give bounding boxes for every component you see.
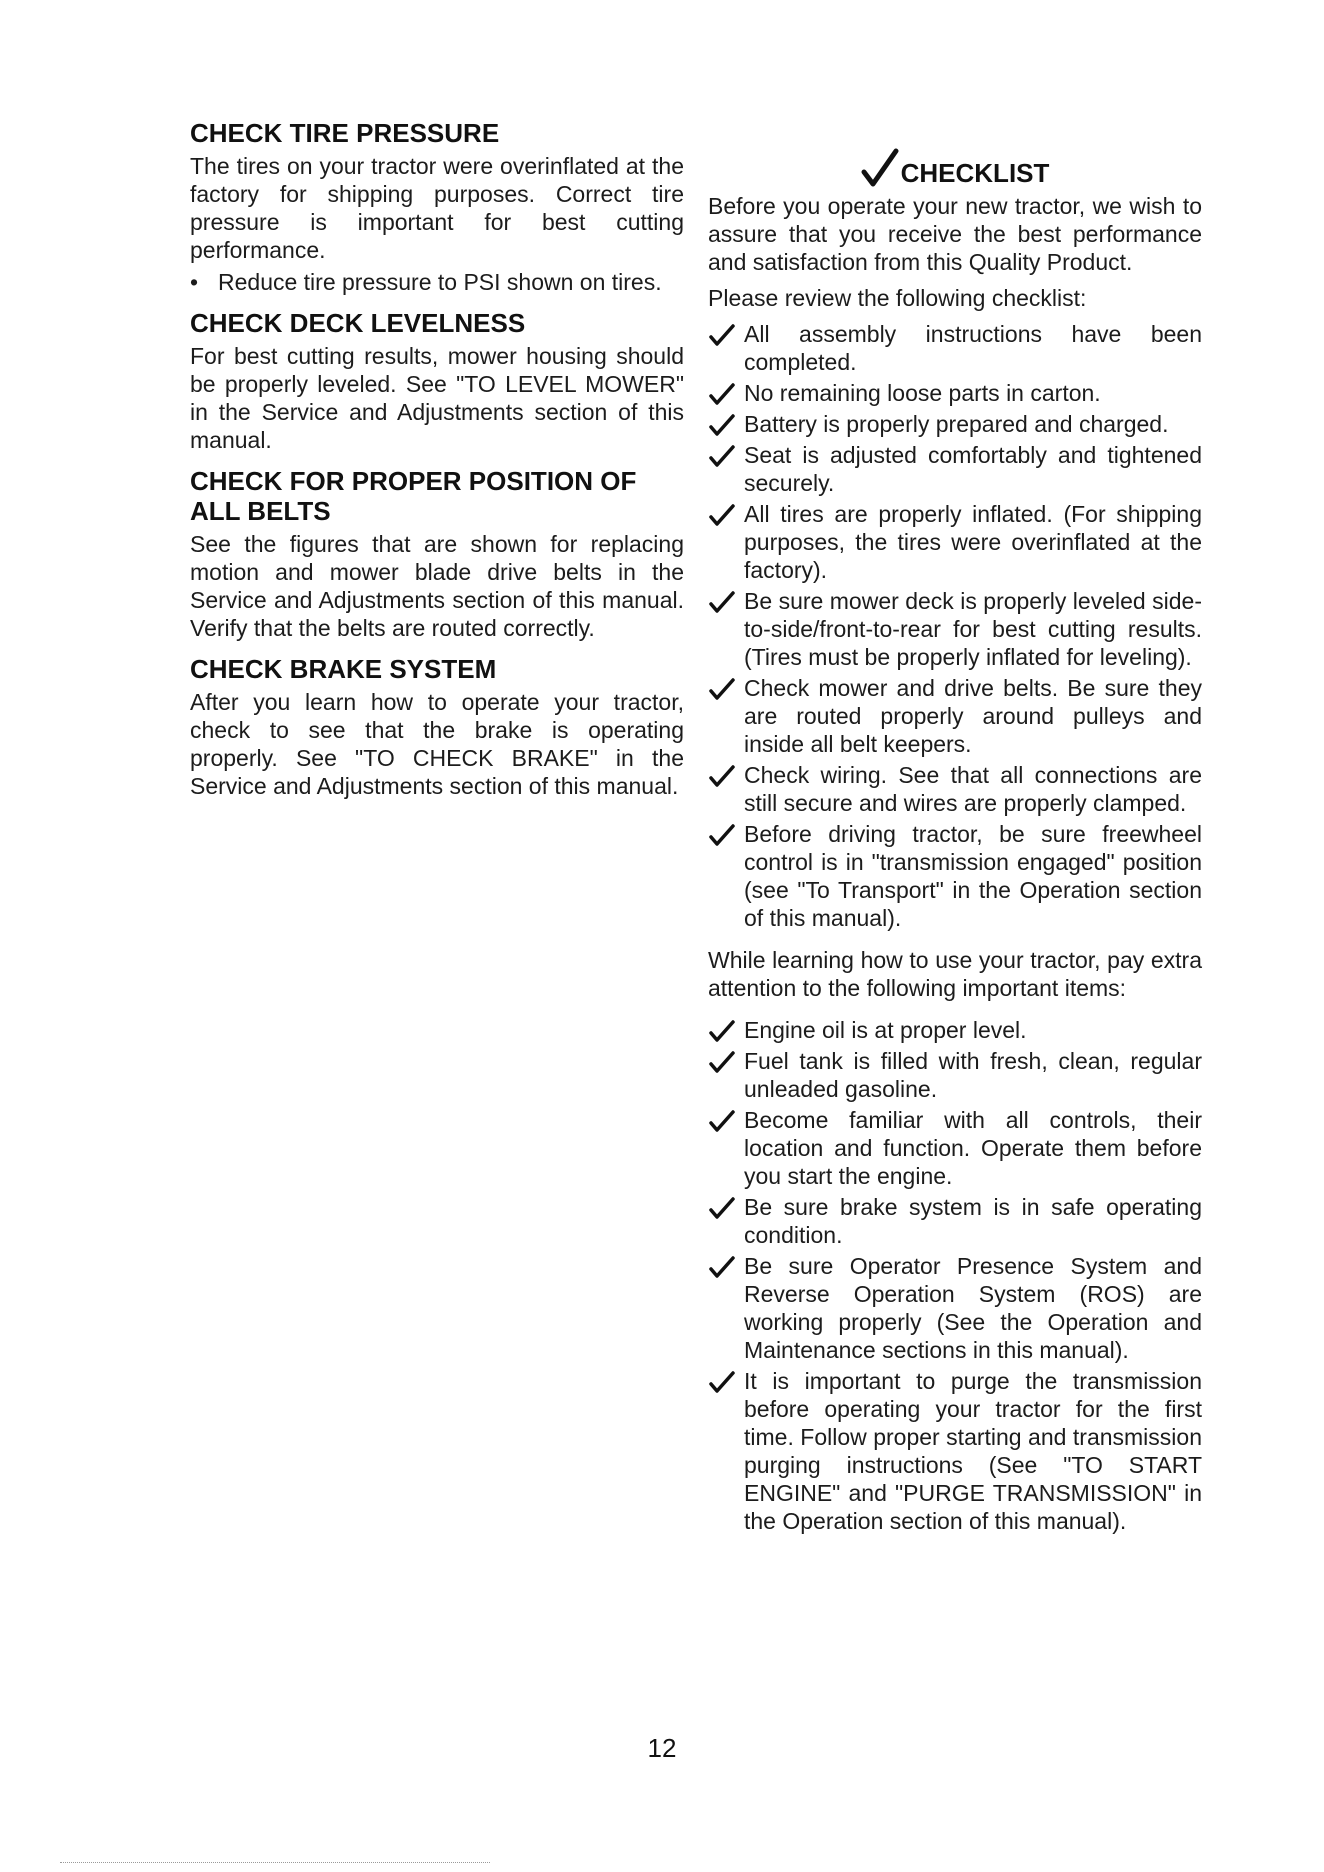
checkmark-icon <box>708 1050 736 1074</box>
bullet-dot-icon: • <box>190 269 199 295</box>
checkmark-icon <box>708 823 736 847</box>
list-item <box>708 1193 1202 1249</box>
section-body: For best cutting results, mower housing should be properly leveled. See "TO LEVEL MOWER" in the Service and Adjustments section of this manual. <box>190 343 684 453</box>
checklist-title-row <box>708 148 1202 188</box>
list-item-text: No remaining loose parts in carton. <box>744 380 1101 406</box>
checklist <box>708 320 1202 932</box>
list-item-text: Check mower and drive belts. Be sure they are routed properly around pulleys and inside all belt keepers. <box>744 675 1202 757</box>
list-item-text: Engine oil is at proper level. <box>744 1017 1027 1043</box>
checkmark-icon <box>861 148 899 188</box>
scan-artifact-line <box>60 1862 490 1863</box>
section-heading: CHECK BRAKE SYSTEM <box>190 654 497 684</box>
left-column <box>190 118 684 812</box>
section-check-brake-system <box>190 654 684 800</box>
checklist-intro: Before you operate your new tractor, we wish to assure that you receive the best performance and satisfaction from this Quality Product. <box>708 193 1202 275</box>
list-item <box>708 587 1202 671</box>
section-check-belts <box>190 466 684 642</box>
checkmark-icon <box>708 677 736 701</box>
list-item <box>708 674 1202 758</box>
list-item <box>708 1016 1202 1044</box>
section-check-tire-pressure <box>190 118 684 296</box>
checkmark-icon <box>708 382 736 406</box>
list-item-text: Before driving tractor, be sure freewheel control is in "transmission engaged" position (see "To Transport" in the Operation section of this manual). <box>744 821 1202 931</box>
list-item <box>708 820 1202 932</box>
section-body: See the figures that are shown for replacing motion and mower blade drive belts in the Service and Adjustments section of this manual. Verify that the belts are routed correctly. <box>190 531 684 641</box>
section-body: The tires on your tractor were overinflated at the factory for shipping purposes. Correct tire pressure is important for best cutting performance. <box>190 153 684 263</box>
checkmark-icon <box>708 1255 736 1279</box>
bullet-item <box>190 268 684 296</box>
list-item <box>708 761 1202 817</box>
checkmark-icon <box>708 764 736 788</box>
list-item-text: All tires are properly inflated. (For shipping purposes, the tires were overinflated at the factory). <box>744 501 1202 583</box>
checkmark-icon <box>708 1370 736 1394</box>
checkmark-icon <box>708 503 736 527</box>
checkmark-icon <box>708 444 736 468</box>
attention-list <box>708 1016 1202 1535</box>
list-item <box>708 1106 1202 1190</box>
list-item-text: Check wiring. See that all connections are still secure and wires are properly clamped. <box>744 762 1202 816</box>
checkmark-icon <box>708 413 736 437</box>
bullet-text: Reduce tire pressure to PSI shown on tires. <box>218 269 662 295</box>
list-item-text: All assembly instructions have been completed. <box>744 321 1202 375</box>
page-number: 12 <box>647 1733 677 1763</box>
section-check-deck-levelness <box>190 308 684 454</box>
checkmark-icon <box>708 1019 736 1043</box>
list-item <box>708 441 1202 497</box>
checklist-title: CHECKLIST <box>900 158 1050 188</box>
review-prompt: Please review the following checklist: <box>708 285 1087 311</box>
list-item <box>708 1047 1202 1103</box>
list-item <box>708 379 1202 407</box>
list-item <box>708 1367 1202 1535</box>
right-column <box>708 118 1202 1538</box>
list-item-text: Be sure Operator Presence System and Reverse Operation System (ROS) are working properly (See the Operation and Maintenance sections in this manual). <box>744 1253 1202 1363</box>
list-item-text: Become familiar with all controls, their location and function. Operate them before you start the engine. <box>744 1107 1202 1189</box>
list-item <box>708 410 1202 438</box>
list-item <box>708 320 1202 376</box>
section-body: After you learn how to operate your tractor, check to see that the brake is operating properly. See "TO CHECK BRAKE" in the Service and Adjustments section of this manual. <box>190 689 684 799</box>
list-item-text: It is important to purge the transmission before operating your tractor for the first time. Follow proper starting and transmission purging instructions (See "TO START ENGINE" and "PURGE TRANSMISSION" in the Operation section of this manual). <box>744 1368 1202 1534</box>
list-item <box>708 500 1202 584</box>
list-item-text: Seat is adjusted comfortably and tightened securely. <box>744 442 1202 496</box>
section-heading: CHECK TIRE PRESSURE <box>190 118 500 148</box>
list-item <box>708 1252 1202 1364</box>
section-heading: CHECK FOR PROPER POSITION OF ALL BELTS <box>190 466 637 526</box>
learning-intro: While learning how to use your tractor, pay extra attention to the following important items: <box>708 947 1202 1001</box>
list-item-text: Battery is properly prepared and charged. <box>744 411 1169 437</box>
checkmark-icon <box>708 1109 736 1133</box>
checkmark-icon <box>708 590 736 614</box>
list-item-text: Be sure mower deck is properly leveled side-to-side/front-to-rear for best cutting results. (Tires must be properly inflated for leveling). <box>744 588 1202 670</box>
list-item-text: Be sure brake system is in safe operating condition. <box>744 1194 1202 1248</box>
list-item-text: Fuel tank is filled with fresh, clean, regular unleaded gasoline. <box>744 1048 1202 1102</box>
checkmark-icon <box>708 323 736 347</box>
section-heading: CHECK DECK LEVELNESS <box>190 308 526 338</box>
checkmark-icon <box>708 1196 736 1220</box>
